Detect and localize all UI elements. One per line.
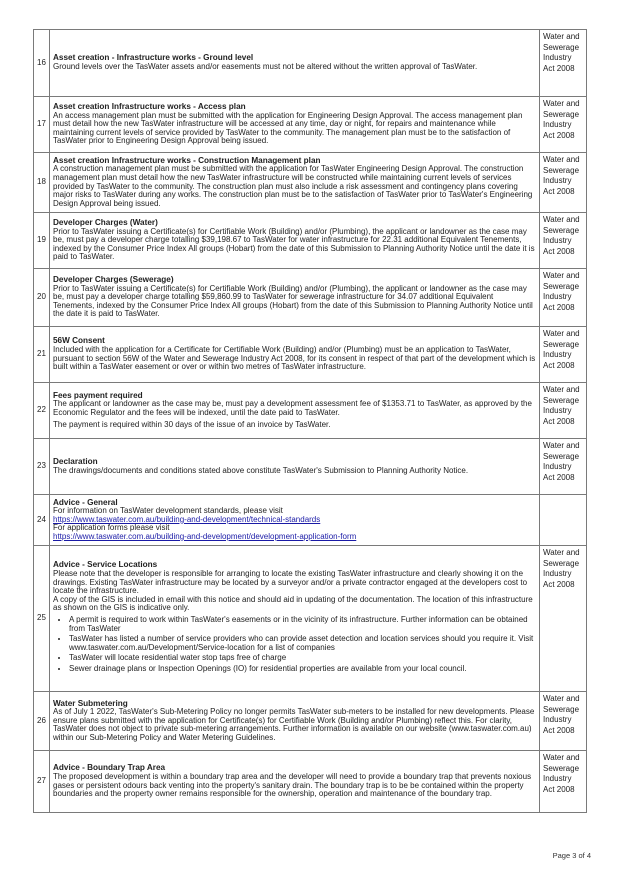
condition-row bbox=[34, 692, 587, 751]
condition-body bbox=[50, 495, 540, 546]
condition-number: 17 bbox=[34, 97, 50, 153]
condition-number: 26 bbox=[34, 692, 50, 751]
condition-text: Prior to TasWater issuing a Certificate(s) for Certifiable Work (Building) and/or (Plumbing), the applicant or landowner as the case may be, must pay a developer charge totalling $59,860.99 to TasWater for sewerage infrastructure for 34.07 additional Equivalent Tenements, indexed by the Consumer Price Index All groups (Hobart) from the date of this Submission to Planning Authority Notice until the date it is paid to TasWater. bbox=[53, 283, 533, 319]
condition-reference: Water and Sewerage Industry Act 2008 bbox=[540, 751, 587, 813]
condition-text: The proposed development is within a boundary trap area and the developer will need to provide a boundary trap that prevents noxious gases or persistent odours back venting into the property's sanitary drain. The boundary trap is to be be contained within the property boundaries and the property owner remains responsible for the ownership, operation and maintenance of the boundary trap. bbox=[53, 771, 532, 799]
condition-title: Asset creation - Infrastructure works - Ground level bbox=[53, 53, 254, 63]
condition-number: 18 bbox=[34, 153, 50, 213]
condition-reference: Water and Sewerage Industry Act 2008 bbox=[540, 30, 587, 97]
condition-text: An access management plan must be submitted with the application for Engineering Design Approval. The access management plan must detail how the new TasWater infrastructure will be accessed at any time, day or night, for repairs and maintenance while maintaining current levels of service provided by TasWater to the community. The management plan must be to the satisfaction of TasWater prior to Engineering Design Approval being issued. bbox=[53, 110, 523, 146]
condition-row bbox=[34, 30, 587, 97]
list-item: • TasWater has listed a number of service providers who can provide asset detection and location services should you require it. Visit www.taswater.com.au/Development/Service-location for a list of companies bbox=[69, 635, 536, 652]
condition-number: 23 bbox=[34, 439, 50, 495]
condition-body bbox=[50, 97, 540, 153]
condition-row bbox=[34, 383, 587, 439]
condition-number: 19 bbox=[34, 213, 50, 269]
condition-text: As of July 1 2022, TasWater's Sub-Metering Policy no longer permits TasWater sub-meters to be installed for new developments. Please ensure plans submitted with the application for Certificate(s) for Certifiable Work (Building and/or Plumbing) reflect this. For clarity, TasWater does not object to private sub-metering arrangements. Further information is available on our website (www.taswater.com.au) within our Sub-Metering Policy and Water Metering Guidelines. bbox=[53, 707, 535, 742]
list-item: • A permit is required to work within TasWater's easements or in the vicinity of its infrastructure. Further information can be obtained from TasWater bbox=[69, 616, 536, 633]
condition-body bbox=[50, 213, 540, 269]
condition-text: A construction management plan must be submitted with the application for TasWater Engineering Design Approval. The construction management plan must detail how the new TasWater infrastructure will be constructed while maintaining current levels of services provided by TasWater to the community. The construction plan must also include a risk assessment and contingency plans covering major risks to TasWater during any works. The construction plan must be to the satisfaction of TasWater prior to TasWater's Engineering Design Approval being issued. bbox=[53, 164, 533, 208]
condition-title: Developer Charges (Sewerage) bbox=[53, 275, 174, 285]
condition-row bbox=[34, 97, 587, 153]
condition-body bbox=[50, 692, 540, 751]
condition-text-2: A copy of the GIS is included in email with this notice and should aid in updating of the documentation. The location of this infrastructure as shown on the GIS is indicative only. bbox=[53, 594, 533, 613]
condition-body bbox=[50, 269, 540, 327]
condition-body bbox=[50, 439, 540, 495]
condition-text-2: The payment is required within 30 days of the issue of an invoice by TasWater. bbox=[53, 419, 331, 429]
condition-row bbox=[34, 327, 587, 383]
condition-number: 20 bbox=[34, 269, 50, 327]
condition-reference: Water and Sewerage Industry Act 2008 bbox=[540, 383, 587, 439]
condition-text: For information on TasWater development standards, please visit bbox=[53, 506, 283, 516]
condition-body bbox=[50, 327, 540, 383]
condition-reference: Water and Sewerage Industry Act 2008 bbox=[540, 546, 587, 692]
condition-reference: Water and Sewerage Industry Act 2008 bbox=[540, 269, 587, 327]
condition-reference: Water and Sewerage Industry Act 2008 bbox=[540, 213, 587, 269]
condition-number: 25 bbox=[34, 546, 50, 692]
condition-body bbox=[50, 153, 540, 213]
condition-text: The applicant or landowner as the case may be, must pay a development assessment fee of $1353.71 to TasWater, as approved by the Economic Regulator and the fees will be indexed, until the date paid to TasWater. bbox=[53, 399, 532, 417]
conditions-table bbox=[33, 29, 587, 813]
condition-title: 56W Consent bbox=[53, 336, 105, 346]
condition-text-2: For application forms please visit bbox=[53, 523, 170, 533]
technical-standards-link[interactable]: https://www.taswater.com.au/building-and-development/technical-standards bbox=[53, 514, 321, 524]
condition-row bbox=[34, 495, 587, 546]
condition-number: 16 bbox=[34, 30, 50, 97]
application-form-link[interactable]: https://www.taswater.com.au/building-and-development/development-application-form bbox=[53, 531, 357, 541]
list-item: • Sewer drainage plans or Inspection Openings (IO) for residential properties are available from your local council. bbox=[69, 665, 536, 674]
condition-reference: Water and Sewerage Industry Act 2008 bbox=[540, 327, 587, 383]
condition-row bbox=[34, 213, 587, 269]
condition-row bbox=[34, 269, 587, 327]
condition-text: Please note that the developer is responsible for arranging to locate the existing TasWater infrastructure and clearly showing it on the drawings. Existing TasWater infrastructure may be located by a surveyor and/or a private contractor engaged at the developers cost to locate the infrastructure. bbox=[53, 569, 528, 596]
condition-reference: Water and Sewerage Industry Act 2008 bbox=[540, 692, 587, 751]
condition-title: Developer Charges (Water) bbox=[53, 218, 158, 228]
condition-row bbox=[34, 439, 587, 495]
condition-body bbox=[50, 30, 540, 97]
service-locations-list bbox=[53, 616, 536, 674]
list-item: • TasWater will locate residential water stop taps free of charge bbox=[69, 654, 536, 663]
condition-title: Advice - General bbox=[53, 497, 118, 507]
condition-body bbox=[50, 383, 540, 439]
condition-text: Included with the application for a Certificate for Certifiable Work (Building) and/or (Plumbing) must be an application to TasWater, pursuant to section 56W of the Water and Sewerage Industry Act 2008, for its consent in respect of that part of the development which is built within a TasWater easement or over or within two metres of TasWater infrastructure. bbox=[53, 344, 536, 372]
condition-title: Water Submetering bbox=[53, 698, 128, 708]
condition-row bbox=[34, 546, 587, 692]
condition-title: Fees payment required bbox=[53, 390, 143, 400]
condition-text: The drawings/documents and conditions stated above constitute TasWater's Submission to Planning Authority Notice. bbox=[53, 465, 469, 475]
condition-body bbox=[50, 546, 540, 692]
condition-text: Ground levels over the TasWater assets and/or easements must not be altered without the written approval of TasWater. bbox=[53, 62, 478, 71]
condition-title: Advice - Service Locations bbox=[53, 560, 158, 570]
condition-title: Asset creation Infrastructure works - Access plan bbox=[53, 102, 246, 112]
condition-reference: Water and Sewerage Industry Act 2008 bbox=[540, 97, 587, 153]
condition-reference: Water and Sewerage Industry Act 2008 bbox=[540, 153, 587, 213]
condition-row bbox=[34, 153, 587, 213]
page-number: Page 3 of 4 bbox=[552, 851, 591, 860]
condition-number: 22 bbox=[34, 383, 50, 439]
condition-body bbox=[50, 751, 540, 813]
condition-reference: Water and Sewerage Industry Act 2008 bbox=[540, 439, 587, 495]
condition-number: 24 bbox=[34, 495, 50, 546]
condition-title: Advice - Boundary Trap Area bbox=[53, 763, 166, 773]
condition-reference bbox=[540, 495, 587, 546]
condition-row bbox=[34, 751, 587, 813]
condition-number: 27 bbox=[34, 751, 50, 813]
condition-title: Asset creation Infrastructure works - Construction Management plan bbox=[53, 155, 321, 165]
condition-number: 21 bbox=[34, 327, 50, 383]
condition-text: Prior to TasWater issuing a Certificate(s) for Certifiable Work (Building) and/or (Plumbing), the applicant or landowner as the case may be, must pay a developer charge totalling $39,198.67 to TasWater for water infrastructure for 22.31 additional Equivalent Tenements, indexed by the Consumer Price Index All groups (Hobart) from the date of this Submission to Planning Authority Notice until the date it is paid to TasWater. bbox=[53, 226, 535, 262]
condition-title: Declaration bbox=[53, 456, 98, 466]
